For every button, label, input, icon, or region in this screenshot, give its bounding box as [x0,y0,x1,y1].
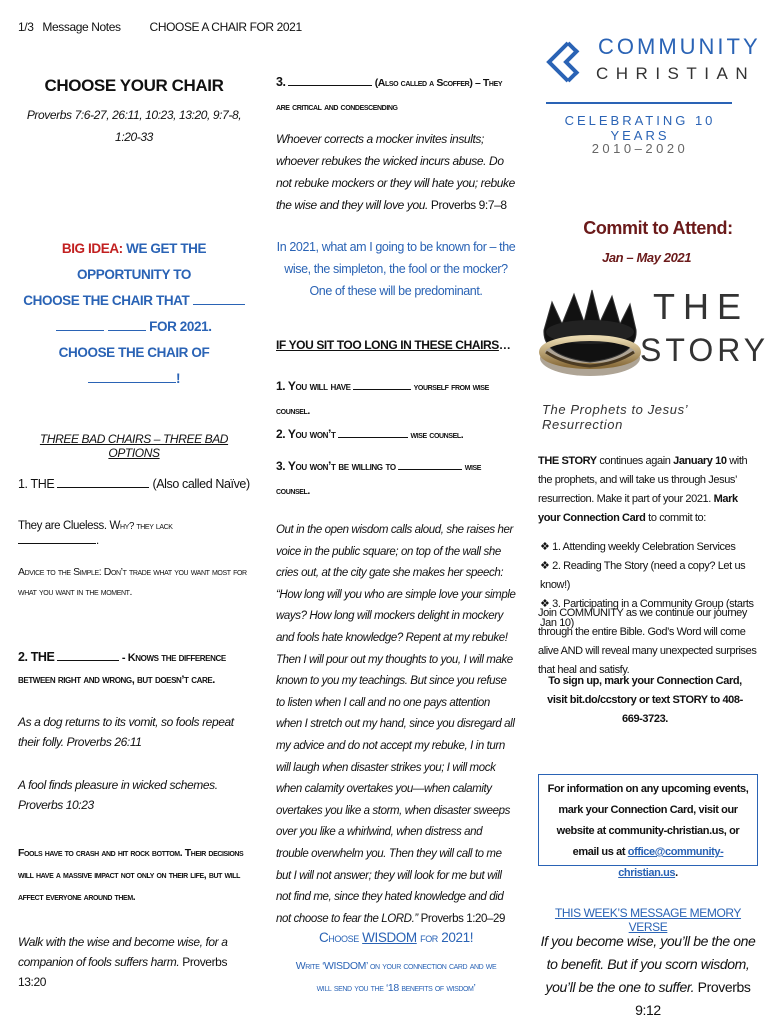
crown-of-thorns-image [534,272,646,392]
page-title: CHOOSE YOUR CHAIR [44,76,224,95]
story-subtitle: The Prophets to Jesus’ Resurrection [542,402,688,432]
point-2 [18,646,250,691]
big-idea-label: BIG IDEA: [61,241,123,256]
list-item-label: 2. Reading The Story (need a copy? Let us know!) [540,560,746,591]
mocker-verse [276,128,516,216]
info-end: . [675,867,678,879]
for-2021: for 2021! [420,930,474,945]
wisdom-passage-text: Out in the open wisdom calls aloud, she raises her voice in the public square; on top of the wall she cries out, at the city gate she makes her speech: “How long will you who are simple love your simple ways? How long will mockers delight in mockery and fools hate knowledge? Repent at my rebuke! Then I will pour out my thoughts to you, I will make known to you my teachings. But since you refuse to listen when I call and no one pays attention when I stretch out my hand, since you disregard all my advice and do not accept my rebuke, I in turn will laugh when disaster strikes you; I will mock when calamity overtakes you—when calamity overtakes you like a storm, when disaster sweeps over you like a whirlwind, when distress and trouble overwhelm you. Then they will call to me but I will not answer; they will look for me but will not find me, since they hated knowledge and did not choose to fear the LORD.” [276,524,516,925]
list-item [540,557,764,595]
lack-text: hy? they lack [119,521,173,532]
memory-verse [538,930,758,1022]
exclamation: ! [175,371,181,386]
big-idea-line-2: CHOOSE THE CHAIR THAT [23,293,190,308]
point-2-label: 2. THE [18,650,55,664]
list-item [540,538,764,557]
big-idea-line-1: WE GET THE OPPORTUNITY TO [77,241,207,282]
series-title: CHOOSE A CHAIR FOR 2021 [149,20,302,34]
point-3-label: 3. [276,75,286,89]
write-wisdom-line-2: will send you the ‘18 benefits of wisdom’ [316,982,476,994]
commit-dates: Jan – May 2021 [602,250,692,265]
advice-text: dvice to the Simple: Don’t trade what you want most for what you want in the moment. [18,566,247,598]
continues-text: continues again [596,455,674,467]
point-1-label: 1. THE [18,477,55,491]
period: . [96,535,99,547]
sit-too-long-text: IF YOU SIT TOO LONG IN THESE CHAIRS [276,338,499,352]
memory-verse-ref: Proverbs 9:12 [635,979,751,1018]
logo-divider [546,102,732,104]
point-1-alias: (Also called Naïve) [152,477,250,491]
community-logo-icon [546,40,590,84]
consequence-1-a: 1. You will have [276,379,351,393]
consequence-2-a: 2. You won’t [276,427,336,441]
commit-to-text: to commit to: [645,512,706,524]
diamond-bullet-icon: ❖ [540,541,550,553]
commit-heading: Commit to Attend: [583,218,733,238]
consequence-2-b: wise counsel. [410,429,464,441]
point-3-text: (Also called a Scoffer) – They are critical and condescending [276,77,503,113]
page-header [18,20,302,34]
consequence-1 [276,374,516,423]
point-2-text: - Knows the difference between right and wrong, but doesn’t care. [18,652,226,686]
consequence-1-b: yourself from wise counsel. [276,381,489,417]
story-name: THE STORY [538,455,597,467]
consequence-3 [276,454,516,503]
clueless-text: They are Clueless. W [18,520,120,532]
point-3 [276,70,516,119]
memory-verse-text: If you become wise, you’ll be the one to benefit. But if you scorn wisdom, you’ll be the one to suffer. [540,933,756,995]
wisdom-passage-ref: Proverbs 1:20–29 [420,912,506,925]
email-link[interactable]: office@community-christian.us [618,846,724,879]
story-paragraph [538,452,760,528]
consequence-3-a: 3. You won’t be willing to [276,459,396,473]
story-desc: with the prophets, and will take us through Jesus’ resurrection. Make it part of your 2021. [538,455,748,505]
diamond-bullet-icon: ❖ [540,598,550,610]
memory-verse-heading: THIS WEEK’S MESSAGE MEMORY VERSE [554,906,742,934]
walk-verse [18,932,250,992]
page-number: 1/3 [18,20,34,34]
start-date: January 10 [673,455,727,467]
reflection-question: In 2021, what am I going to be known for – the wise, the simpleton, the fool or the mocker? One of these will be predominant. [276,240,516,298]
info-box [538,774,758,879]
mocker-verse-text: Whoever corrects a mocker invites insults; whoever rebukes the wicked incurs abuse. Do not rebuke mockers or they will hate you; rebuke the wise and they will love you. [276,132,515,212]
scripture-reference: Proverbs 7:6-27, 26:11, 10:23, 13:20, 9:7-8, 1:20-33 [26,108,242,144]
info-text: For information on any upcoming events, mark your Connection Card, visit our website at community-christian.us, or email us at [547,783,749,858]
point-1-detail [18,520,250,547]
big-idea-line-3: FOR 2021. [149,319,212,334]
mark-card-text: Mark your Connection Card [538,493,738,524]
point-1 [18,476,250,491]
advice-initial: A [18,566,25,578]
consequence-2 [276,426,516,441]
diamond-bullet-icon: ❖ [540,560,550,572]
sit-too-long-heading [276,338,516,352]
signup-text: To sign up, mark your Connection Card, visit bit.do/ccstory or text STORY to 408-669-3723. [547,675,743,725]
fool-verse [18,775,250,815]
ellipsis: … [498,338,511,352]
choose-wisdom [276,930,516,945]
big-idea [18,236,250,392]
fools-crash-text: Fools have to crash and hit rock bottom. Their decisions will have a massive impact not only on their life, but will affect everyone around them. [18,847,244,903]
wisdom-passage [276,520,516,930]
wisdom-word: WISDOM [362,930,417,945]
consequence-3-b: wise counsel. [276,461,482,497]
write-wisdom-line-1: Write ‘WISDOM’ on your connection card and we [295,960,497,972]
notes-label: Message Notes [42,20,121,34]
join-community-text: Join COMMUNITY as we continue our journey through the entire Bible. God’s Word will come alive AND will reveal many unexpected surprises that heal and satisfy. [538,607,757,676]
advice-to-simple [18,562,250,602]
story-title: STORY [640,332,770,368]
walk-verse-text: Walk with the wise and become wise, for a companion of fools suffers harm. [18,935,228,969]
list-item-label: 3. Participating in a Community Group (starts Jan 10) [540,598,754,629]
celebrating-years: CELEBRATING 10 YEARS [564,113,716,143]
logo-community: COMMUNITY [598,34,761,59]
fool-verse-text: A fool finds pleasure in wicked schemes. Proverbs 10:23 [18,778,218,812]
write-wisdom-note [276,955,516,999]
walk-verse-ref: Proverbs 13:20 [18,955,228,989]
mocker-verse-ref: Proverbs 9:7–8 [430,198,507,212]
list-item-label: 1. Attending weekly Celebration Services [552,541,736,553]
logo-christian: CHRISTIAN [596,64,756,83]
choose-word: Choose [318,930,359,945]
dog-verse [18,712,250,752]
story-the: THE [653,286,749,327]
three-bad-chairs-heading: THREE BAD CHAIRS – THREE BAD OPTIONS [39,432,229,460]
anniversary-years: 2010–2020 [591,141,689,156]
big-idea-line-4: CHOOSE THE CHAIR OF [58,345,210,360]
dog-verse-text: As a dog returns to its vomit, so fools repeat their folly. Proverbs 26:11 [18,715,234,749]
